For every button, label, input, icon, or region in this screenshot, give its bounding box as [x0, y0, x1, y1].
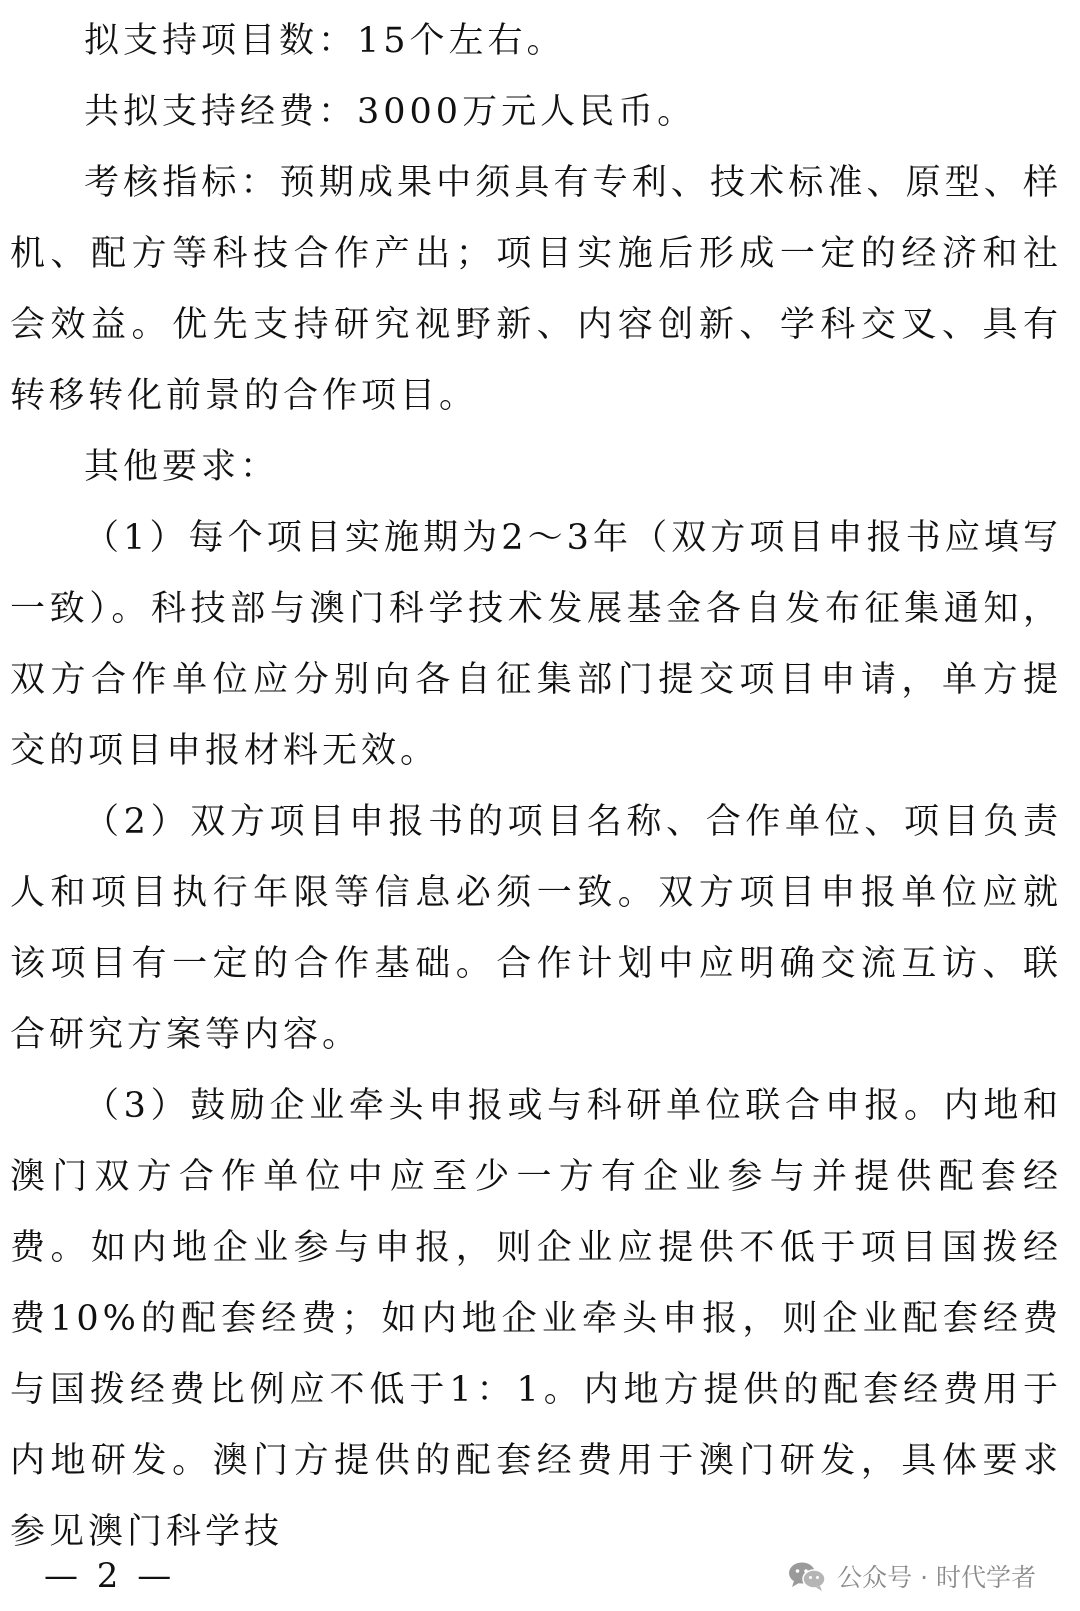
- watermark-text: 公众号 · 时代学者: [837, 1563, 1036, 1592]
- wechat-icon: [787, 1560, 827, 1592]
- document-body: [10, 6, 1062, 1568]
- paragraph-assessment-indicators: 考核指标：预期成果中须具有专利、技术标准、原型、样机、配方等科技合作产出；项目实施后形成一定的经济和社会效益。优先支持研究视野新、内容创新、学科交叉、具有转移转化前景的合作项目。: [10, 163, 1062, 416]
- paragraph-requirement-3: （3）鼓励企业牵头申报或与科研单位联合申报。内地和澳门双方合作单位中应至少一方有企业参与并提供配套经费。如内地企业参与申报，则企业应提供不低于项目国拨经费10%的配套经费；如内地企业牵头申报，则企业配套经费与国拨经费比例应不低于1：1。内地方提供的配套经费用于内地研发。澳门方提供的配套经费用于澳门研发，具体要求参见澳门科学技: [10, 1086, 1062, 1552]
- paragraph-total-funding: 共拟支持经费：3000万元人民币。: [84, 92, 697, 132]
- paragraph-project-count: 拟支持项目数：15个左右。: [84, 21, 566, 61]
- wechat-watermark: [787, 1554, 1036, 1598]
- paragraph-other-requirements-heading: 其他要求：: [84, 447, 280, 487]
- paragraph-requirement-1: （1）每个项目实施期为2～3年（双方项目申报书应填写一致）。科技部与澳门科学技术发展基金各自发布征集通知，双方合作单位应分别向各自征集部门提交项目申请，单方提交的项目申报材料无效。: [10, 518, 1062, 771]
- paragraph-requirement-2: （2）双方项目申报书的项目名称、合作单位、项目负责人和项目执行年限等信息必须一致。双方项目申报单位应就该项目有一定的合作基础。合作计划中应明确交流互访、联合研究方案等内容。: [10, 802, 1062, 1055]
- page-number: — 2 —: [44, 1556, 176, 1596]
